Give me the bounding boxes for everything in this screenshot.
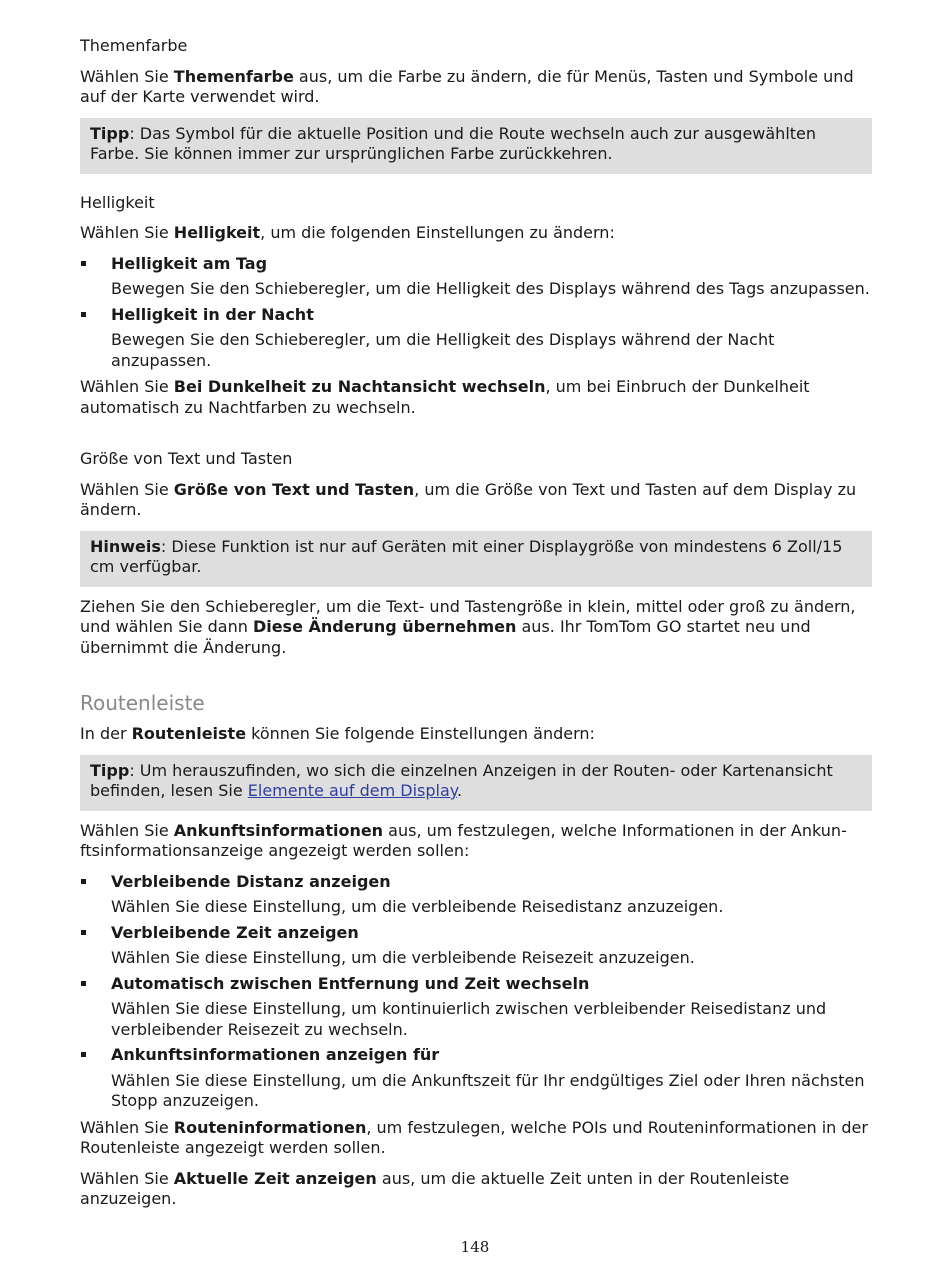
list-item-title: Helligkeit in der Nacht (111, 304, 314, 324)
text-post: , um die folgenden Einstellungen zu ändern: (260, 223, 615, 242)
subheading-themenfarbe: Themenfarbe (80, 36, 188, 55)
list-item-title: Verbleibende Distanz anzeigen (111, 871, 391, 891)
paragraph-themenfarbe (80, 67, 872, 108)
term-ankunftsinformationen: Ankunftsinformationen (173, 820, 384, 840)
page-number: 148 (460, 1238, 490, 1256)
text-post: , um bei Einbruch der Dunkelheit automatisch zu Nachtfarben zu wechseln. (80, 377, 810, 417)
list-item-description: Wählen Sie diese Einstellung, um die verbleibende Reisedistanz anzuzeigen. (111, 897, 724, 916)
bullet-icon (81, 930, 86, 935)
subheading-helligkeit: Helligkeit (80, 192, 155, 212)
subheading-textgroesse: Größe von Text und Tasten (80, 449, 293, 468)
text-pre: In der (80, 724, 132, 743)
list-item (80, 923, 872, 969)
paragraph-helligkeit-intro (80, 223, 872, 244)
page-content (80, 36, 872, 1220)
hint-label: Hinweis (90, 536, 161, 556)
tip-text: : Um herauszufinden, wo sich die einzelnen Anzeigen in der Routen- oder Kartenansicht befinden, lesen Sie (90, 760, 833, 800)
list-ankunftsinformationen (80, 872, 872, 1112)
term-routeninformationen: Routeninformationen (173, 1117, 367, 1137)
section-title-routenleiste: Routenleiste (80, 691, 205, 715)
hint-box-textgroesse (80, 531, 872, 587)
list-item-title: Verbleibende Zeit anzeigen (111, 922, 359, 942)
paragraph-routeninformationen (80, 1118, 872, 1159)
paragraph-textgroesse (80, 480, 872, 521)
spacer (80, 428, 872, 449)
tip-box-routenleiste (80, 755, 872, 811)
list-item-description: Wählen Sie diese Einstellung, um kontinuierlich zwischen verbleibender Reisedistanz und verbleibender Reisezeit zu wechseln. (111, 999, 827, 1039)
text-pre: Wählen Sie (80, 479, 174, 499)
tip-text: : Das Symbol für die aktuelle Position und die Route wechseln auch zur ausgewählten Farbe. Sie können immer zur ursprünglichen Farbe zurückkehren. (90, 123, 817, 163)
list-item-title: Ankunftsinformationen anzeigen für (111, 1045, 440, 1064)
paragraph-ankunftsinformationen (80, 821, 872, 862)
text-post: aus. Ihr TomTom GO startet neu und übernimmt die Änderung. (80, 617, 811, 657)
term-nachtansicht: Bei Dunkelheit zu Nachtansicht wechseln (173, 377, 546, 396)
bullet-icon (81, 981, 86, 986)
paragraph-routenleiste-intro (80, 724, 872, 745)
paragraph-aktuelle-zeit (80, 1169, 872, 1210)
list-item (80, 872, 872, 918)
text-post: können Sie folgende Einstellungen ändern: (246, 724, 595, 743)
term-aktuelle-zeit: Aktuelle Zeit anzeigen (173, 1168, 377, 1188)
bullet-icon (81, 879, 86, 884)
text-post: aus, um die aktuelle Zeit unten in der Routenleiste anzuzeigen. (80, 1168, 790, 1208)
bullet-icon (81, 1052, 86, 1057)
tip-label: Tipp (90, 760, 130, 780)
term-aenderung-uebernehmen: Diese Änderung übernehmen (252, 617, 517, 636)
term-helligkeit: Helligkeit (173, 223, 261, 242)
bullet-icon (81, 312, 86, 317)
text-pre: Wählen Sie (80, 377, 174, 396)
list-helligkeit (80, 254, 872, 372)
tip-box-themenfarbe (80, 118, 872, 174)
list-item-description: Bewegen Sie den Schieberegler, um die Helligkeit des Displays während der Nacht anzupassen. (111, 330, 775, 370)
text-pre: Wählen Sie (80, 223, 174, 242)
text-pre: Wählen Sie (80, 66, 174, 86)
text-post: aus, um die Farbe zu ändern, die für Menüs, Tasten und Symbole und auf der Karte verwendet wird. (80, 66, 854, 106)
list-item (80, 305, 872, 372)
term-routenleiste: Routenleiste (131, 724, 247, 743)
text-post: aus, um festzulegen, welche Informationen in der Ankunftsinformationsanzeige angezeigt werden sollen: (80, 820, 847, 860)
hint-text: : Diese Funktion ist nur auf Geräten mit einer Displaygröße von mindestens 6 Zoll/15 cm verfügbar. (90, 536, 843, 576)
bullet-icon (81, 261, 86, 266)
list-item-description: Wählen Sie diese Einstellung, um die Ankunftszeit für Ihr endgültiges Ziel oder Ihren nächsten Stopp anzuzeigen. (111, 1070, 865, 1110)
text-pre: Wählen Sie (80, 1168, 174, 1188)
text-pre: Wählen Sie (80, 1117, 174, 1137)
list-item-title: Helligkeit am Tag (111, 253, 268, 273)
paragraph-nachtansicht (80, 377, 872, 418)
tip-label: Tipp (90, 123, 130, 143)
paragraph-schieberegler (80, 597, 872, 659)
text-pre: Ziehen Sie den Schieberegler, um die Text- und Tastengröße in klein, mittel oder groß zu ändern, und wählen Sie dann (80, 596, 856, 636)
text-post: , um festzulegen, welche POIs und Routeninformationen in der Routenleiste angezeigt werden sollen. (80, 1117, 868, 1157)
tip-text-end: . (456, 781, 463, 800)
list-item-description: Bewegen Sie den Schieberegler, um die Helligkeit des Displays während des Tags anzupassen. (111, 279, 870, 298)
link-elemente-auf-dem-display[interactable]: Elemente auf dem Display (247, 781, 457, 800)
term-textgroesse: Größe von Text und Tasten (173, 479, 415, 499)
term-themenfarbe: Themenfarbe (173, 66, 294, 86)
list-item (80, 974, 872, 1041)
list-item-title: Automatisch zwischen Entfernung und Zeit wechseln (111, 973, 590, 993)
list-item (80, 1045, 872, 1112)
text-post: , um die Größe von Text und Tasten auf dem Display zu ändern. (80, 479, 857, 519)
text-pre: Wählen Sie (80, 820, 174, 840)
list-item (80, 254, 872, 300)
list-item-description: Wählen Sie diese Einstellung, um die verbleibende Reisezeit anzuzeigen. (111, 948, 695, 967)
